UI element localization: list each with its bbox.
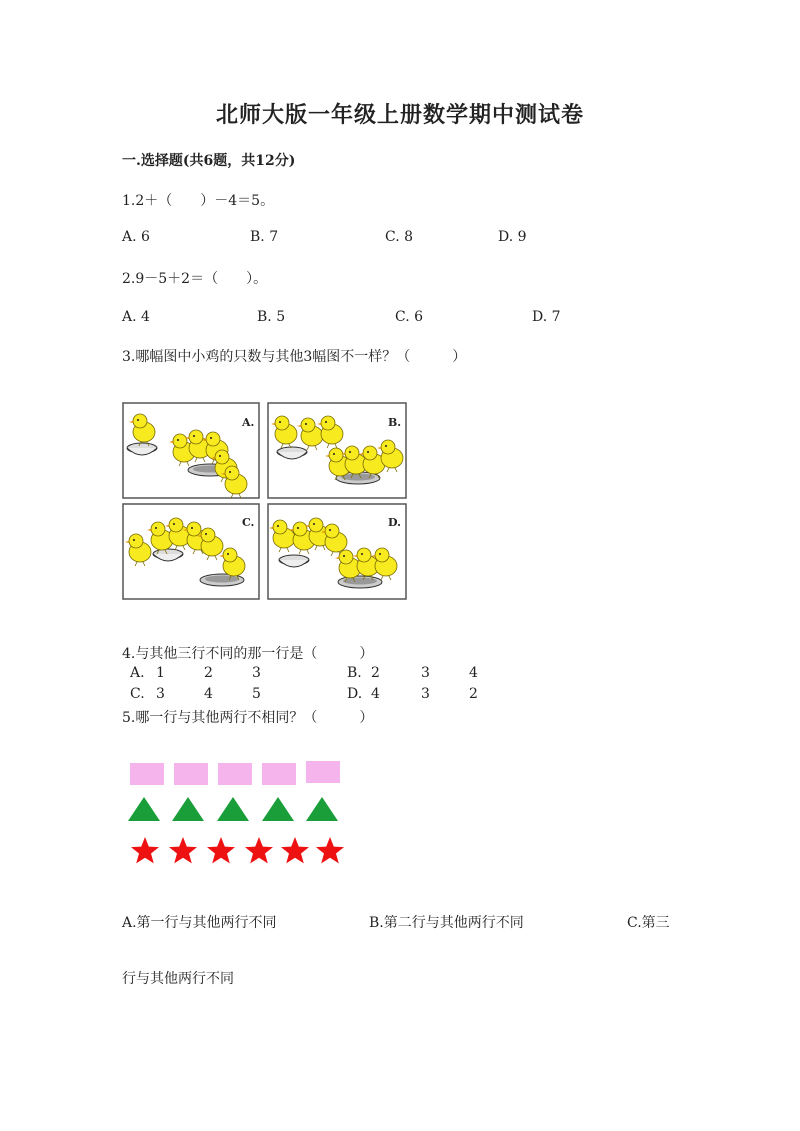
rectangle-shape — [262, 763, 296, 785]
question-1-option-c: C. 8 — [385, 229, 414, 245]
shapes-row-triangles — [128, 797, 338, 821]
chicks-illustration — [122, 402, 408, 600]
chick-panel-d — [268, 504, 406, 599]
panel-label-a: A. — [242, 416, 255, 429]
question-4-option-c-number-3: 5 — [252, 686, 261, 702]
page-title: 北师大版一年级上册数学期中测试卷 — [215, 102, 584, 128]
rectangle-shape — [130, 763, 164, 785]
panel-label-d: D. — [388, 516, 401, 529]
question-4-option-c-number-2: 4 — [204, 686, 213, 702]
question-1-stem: 1.2＋（ ）－4＝5。 — [122, 193, 275, 209]
question-4-option-b-number-2: 3 — [421, 665, 430, 681]
question-1-option-a: A. 6 — [122, 229, 150, 245]
question-4-option-a-number-3: 3 — [252, 665, 261, 681]
question-4-option-d-number-1: 4 — [371, 686, 380, 702]
question-2-option-c: C. 6 — [395, 309, 424, 325]
shapes-figure — [122, 755, 352, 875]
star-shape — [131, 837, 159, 863]
question-4-option-a-number-2: 2 — [204, 665, 213, 681]
triangle-shape — [306, 797, 338, 821]
star-shape — [207, 837, 235, 863]
question-4-option-c-letter: C. — [130, 686, 145, 702]
question-5-stem: 5.哪一行与其他两行不相同？（ ） — [122, 710, 374, 726]
question-4-option-a-number-1: 1 — [156, 665, 165, 681]
question-4-option-d-number-3: 2 — [469, 686, 478, 702]
question-3-stem: 3.哪幅图中小鸡的只数与其他3幅图不一样？（ ） — [122, 349, 467, 365]
question-2-option-d: D. 7 — [532, 309, 561, 325]
shapes-illustration — [122, 755, 352, 875]
triangle-shape — [172, 797, 204, 821]
question-5-option-c: C.第三 — [627, 915, 670, 931]
chicks-figure — [122, 402, 408, 600]
question-2-option-a: A. 4 — [122, 309, 150, 325]
question-4-option-a-letter: A. — [130, 665, 145, 681]
question-4-option-d-letter: D. — [347, 686, 363, 702]
question-2-stem: 2.9－5＋2＝（ ）。 — [122, 271, 268, 287]
question-4-stem: 4.与其他三行不同的那一行是（ ） — [122, 646, 374, 662]
rectangle-shape — [306, 761, 340, 783]
star-shape — [281, 837, 309, 863]
question-5-option-b: B.第二行与其他两行不同 — [369, 915, 524, 931]
panel-label-b: B. — [388, 416, 402, 429]
rectangle-shape — [174, 763, 208, 785]
shapes-row-stars — [131, 837, 344, 863]
triangle-shape — [128, 797, 160, 821]
question-4-option-d-number-2: 3 — [421, 686, 430, 702]
question-4-option-c-number-1: 3 — [156, 686, 165, 702]
chick-panel-a — [123, 403, 259, 498]
star-shape — [245, 837, 273, 863]
question-4-option-b-number-3: 4 — [469, 665, 478, 681]
question-5-option-c-continued: 行与其他两行不同 — [122, 971, 234, 987]
shapes-row-rectangles — [130, 761, 340, 785]
section-heading: 一.选择题(共6题，共12分) — [122, 153, 296, 169]
question-4-option-b-letter: B. — [347, 665, 362, 681]
rectangle-shape — [218, 763, 252, 785]
panel-label-c: C. — [242, 516, 255, 529]
question-5-option-a: A.第一行与其他两行不同 — [122, 915, 277, 931]
question-1-option-d: D. 9 — [498, 229, 527, 245]
chick-panel-c — [123, 504, 259, 599]
triangle-shape — [262, 797, 294, 821]
chick-panel-b — [268, 403, 406, 498]
question-1-option-b: B. 7 — [250, 229, 279, 245]
star-shape — [169, 837, 197, 863]
question-4-option-b-number-1: 2 — [371, 665, 380, 681]
triangle-shape — [217, 797, 249, 821]
star-shape — [316, 837, 344, 863]
question-2-option-b: B. 5 — [257, 309, 286, 325]
